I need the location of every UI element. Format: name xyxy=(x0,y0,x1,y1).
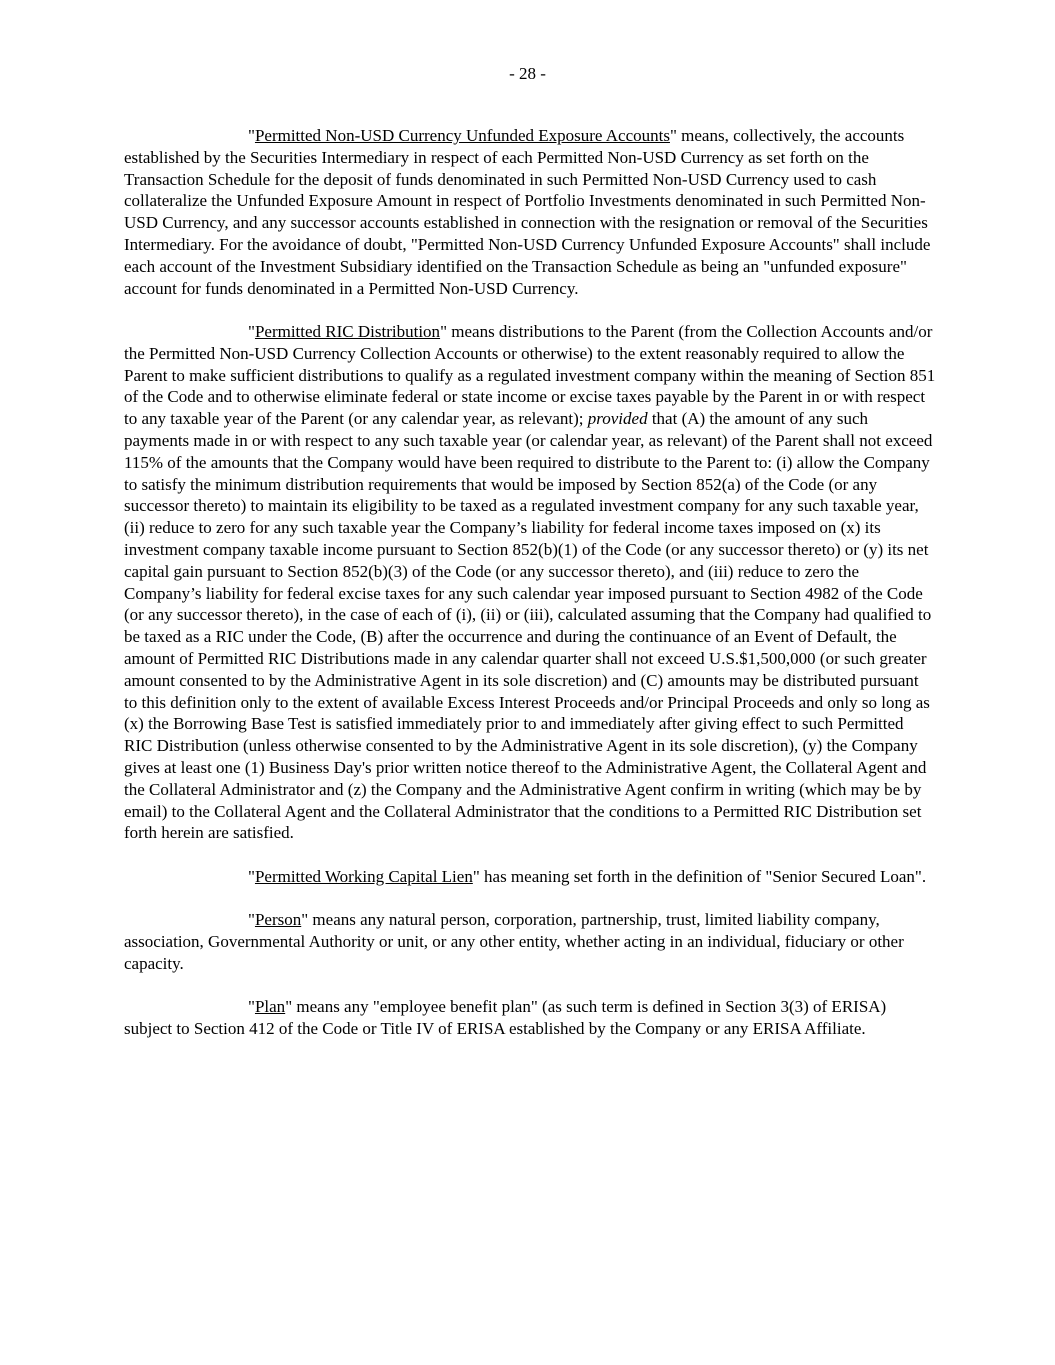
definition-text-working-capital-lien: " has meaning set forth in the definition of "Senior Secured Loan". xyxy=(472,866,927,886)
defined-term-plan: Plan xyxy=(254,997,286,1017)
definition-paragraph-working-capital-lien xyxy=(124,866,936,888)
opening-quote: " xyxy=(248,910,255,930)
document-body xyxy=(124,125,936,1061)
defined-term-ric-distribution: Permitted RIC Distribution xyxy=(254,321,441,341)
opening-quote: " xyxy=(248,321,255,341)
definition-paragraph-unfunded-exposure-accounts xyxy=(124,125,936,299)
definition-text-person: " means any natural person, corporation, partnership, trust, limited liability company, association, Governmental Authority or unit, or any other entity, whether acting in an individual, fiduciary or other capacity. xyxy=(124,910,904,973)
emphasis-provided: provided xyxy=(587,409,648,429)
opening-quote: " xyxy=(248,126,255,145)
definition-paragraph-person xyxy=(124,909,936,974)
definition-paragraph-ric-distribution xyxy=(124,321,936,844)
defined-term-unfunded-exposure-accounts: Permitted Non-USD Currency Unfunded Exposure Accounts xyxy=(254,126,670,145)
defined-term-working-capital-lien: Permitted Working Capital Lien xyxy=(254,866,473,886)
opening-quote: " xyxy=(248,997,255,1017)
page-number: - 28 - xyxy=(509,64,546,83)
defined-term-person: Person xyxy=(254,910,302,930)
definition-text-plan: " means any "employee benefit plan" (as such term is defined in Section 3(3) of ERISA) subject to Section 412 of the Code or Title IV of ERISA established by the Company or any ERISA Affiliate. xyxy=(124,997,887,1038)
definition-paragraph-plan xyxy=(124,996,936,1040)
definition-text-ric-distribution-part-1: " means distributions to the Parent (from the Collection Accounts and/or the Permitted Non-USD Currency Collection Accounts or otherwise) to the extent reasonably required to allow the Parent to make sufficient distributions to qualify as a regulated investment company within the meaning of Section 851 of the Code and to otherwise eliminate federal or state income or excise taxes payable by the Parent in or with respect to any taxable year of the Parent (or any calendar year, as relevant); xyxy=(124,321,936,429)
opening-quote: " xyxy=(248,866,255,886)
definition-text-unfunded-exposure-accounts: " means, collectively, the accounts established by the Securities Intermediary in respect of each Permitted Non-USD Currency as set forth on the Transaction Schedule for the deposit of funds denominated in such Permitted Non-USD Currency used to cash collateralize the Unfunded Exposure Amount in respect of Portfolio Investments denominated in such Permitted Non-USD Currency, and any successor accounts established in connection with the resignation or removal of the Securities Intermediary. For the avoidance of doubt, "Permitted Non-USD Currency Unfunded Exposure Accounts" shall include each account of the Investment Subsidiary identified on the Transaction Schedule as being an "unfunded exposure" account for funds denominated in a Permitted Non-USD Currency. xyxy=(124,126,931,298)
definition-text-ric-distribution-part-2: that (A) the amount of any such payments made in or with respect to any such taxable year (or calendar year, as relevant) of the Parent shall not exceed 115% of the amounts that the Company would have been required to distribute to the Parent to: (i) allow the Company to satisfy the minimum distribution requirements that would be imposed by Section 852(a) of the Code (or any successor thereto) to maintain its eligibility to be taxed as a regulated investment company for any such taxable year, (ii) reduce to zero for any such taxable year the Company’s liability for federal income taxes imposed on (x) its investment company taxable income pursuant to Section 852(b)(1) of the Code (or any successor thereto) or (y) its net capital gain pursuant to Section 852(b)(3) of the Code (or any successor thereto), and (iii) reduce to zero the Company’s liability for federal excise taxes for any such calendar year imposed pursuant to Section 4982 of the Code (or any successor thereto), in the case of each of (i), (ii) or (iii), calculated assuming that the Company had qualified to be taxed as a RIC under the Code, (B) after the occurrence and during the continuance of an Event of Default, the amount of Permitted RIC Distributions made in any calendar quarter shall not exceed U.S.$1,500,000 (or such greater amount consented to by the Administrative Agent in its sole discretion) and (C) amounts may be distributed pursuant to this definition only to the extent of available Excess Interest Proceeds and/or Principal Proceeds and only so long as (x) the Borrowing Base Test is satisfied immediately prior to and immediately after giving effect to such Permitted RIC Distribution (unless otherwise consented to by the Administrative Agent in its sole discretion), (y) the Company gives at least one (1) Business Day's prior written notice thereof to the Administrative Agent, the Collateral Agent and the Collateral Administrator and (z) the Company and the Administrative Agent confirm in writing (which may be by email) to the Collateral Agent and the Collateral Administrator that the conditions to a Permitted RIC Distribution set forth herein are satisfied. xyxy=(124,409,933,843)
